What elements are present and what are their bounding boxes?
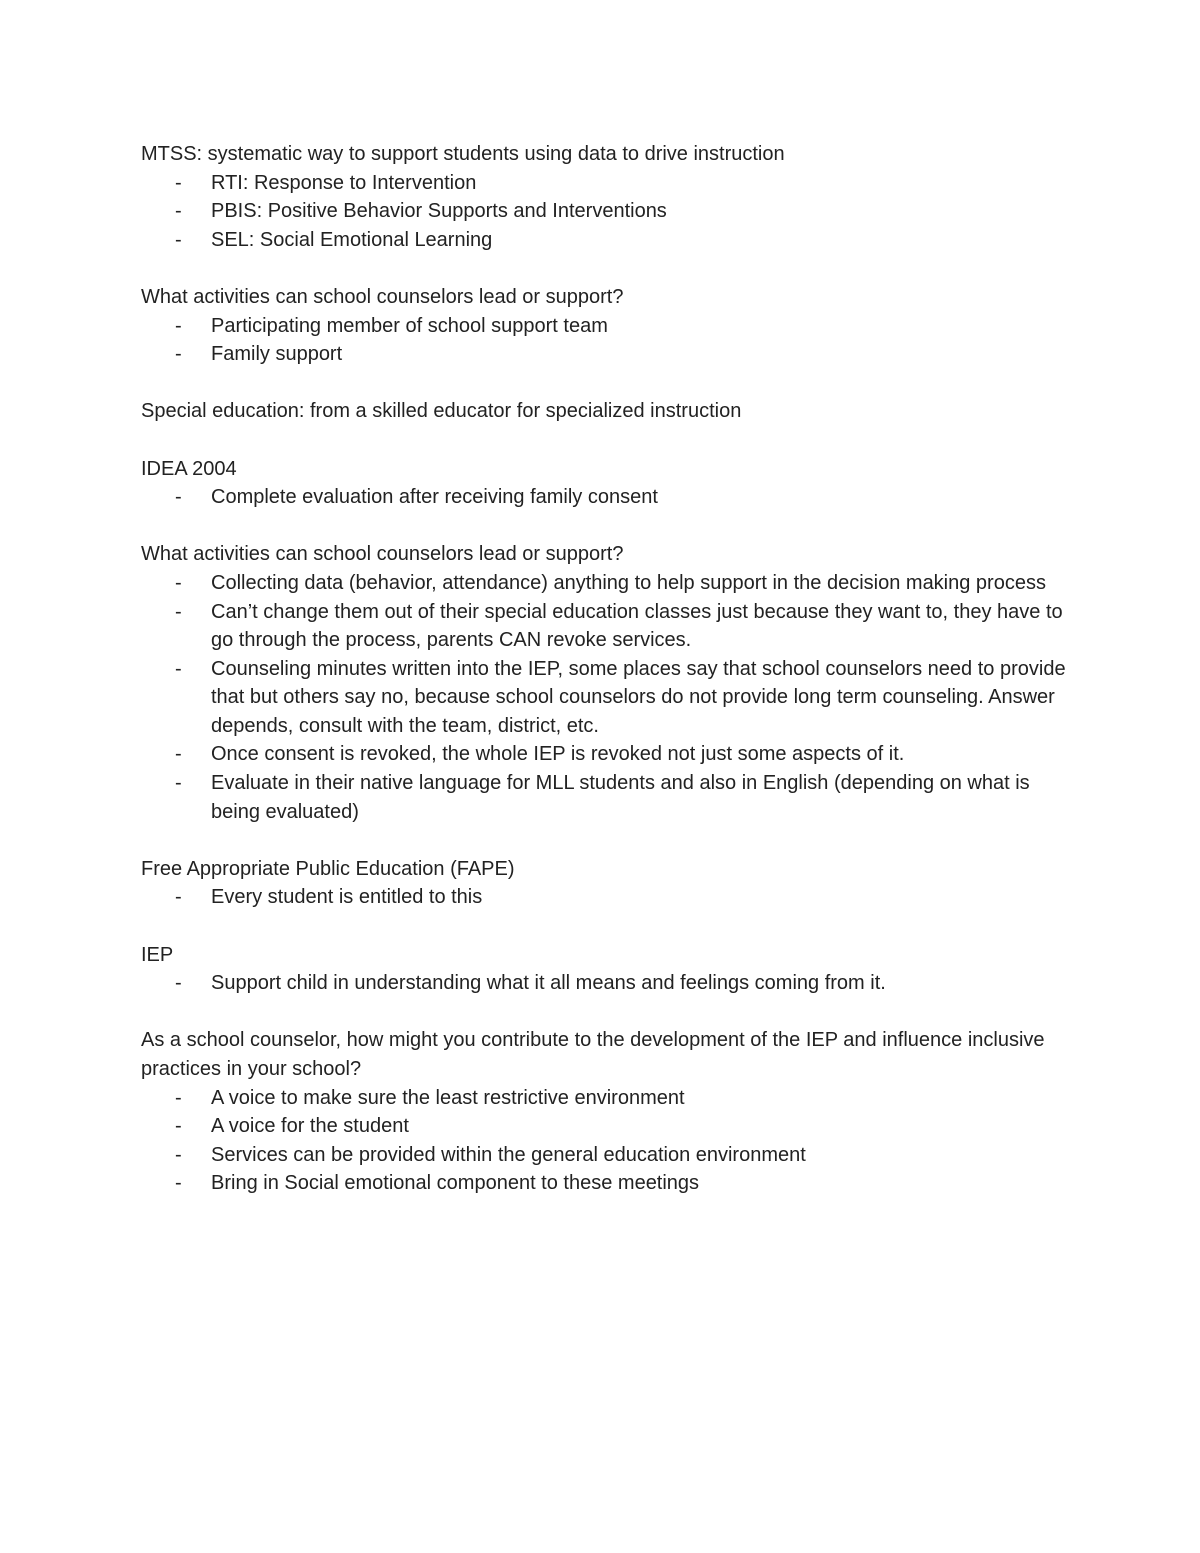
list-item xyxy=(141,740,1071,769)
section-counselor-activities-1 xyxy=(141,283,1071,369)
section-counselor-contribution xyxy=(141,1026,1071,1198)
document-page xyxy=(141,140,1071,1227)
list-item xyxy=(141,169,1071,198)
list-item xyxy=(141,1169,1071,1198)
list-item-text: Once consent is revoked, the whole IEP is revoked not just some aspects of it. xyxy=(211,743,905,766)
bullet-dash: - xyxy=(175,228,182,251)
bullet-dash: - xyxy=(175,1086,182,1109)
section-heading: What activities can school counselors lead or support? xyxy=(141,285,624,308)
list-item-text: A voice for the student xyxy=(211,1115,409,1138)
list-item-text: SEL: Social Emotional Learning xyxy=(211,228,493,251)
section-heading: IEP xyxy=(141,943,174,966)
list-item xyxy=(141,569,1071,598)
list-item-text: Evaluate in their native language for MLL students and also in English (depending on what is being evaluated) xyxy=(211,772,1030,823)
list-item-text: Every student is entitled to this xyxy=(211,886,483,909)
list-item-text: Complete evaluation after receiving family consent xyxy=(211,486,658,509)
section-fape xyxy=(141,855,1071,912)
list-item xyxy=(141,226,1071,255)
list-item xyxy=(141,312,1071,341)
section-special-education xyxy=(141,397,1071,426)
list-item xyxy=(141,340,1071,369)
list-item xyxy=(141,598,1071,655)
list-item xyxy=(141,1141,1071,1170)
section-heading: IDEA 2004 xyxy=(141,457,237,480)
list-item-text: Services can be provided within the general education environment xyxy=(211,1143,806,1166)
bullet-dash: - xyxy=(175,772,182,795)
list-item-text: Can’t change them out of their special education classes just because they want to, they have to go through the process, parents CAN revoke services. xyxy=(211,600,1063,652)
list-item xyxy=(141,969,1071,998)
section-heading: Special education: from a skilled educator for specialized instruction xyxy=(141,400,742,423)
list-item-text: A voice to make sure the least restrictive environment xyxy=(211,1086,685,1109)
list-item xyxy=(141,883,1071,912)
bullet-list xyxy=(141,169,1071,255)
bullet-dash: - xyxy=(175,314,182,337)
bullet-dash: - xyxy=(175,1172,182,1195)
list-item xyxy=(141,769,1071,826)
bullet-dash: - xyxy=(175,343,182,366)
section-heading: As a school counselor, how might you contribute to the development of the IEP and influence inclusive practices in your school? xyxy=(141,1029,1045,1080)
bullet-dash: - xyxy=(175,1115,182,1138)
bullet-list xyxy=(141,1084,1071,1198)
bullet-dash: - xyxy=(175,571,182,594)
list-item-text: Participating member of school support team xyxy=(211,314,608,337)
section-counselor-activities-2 xyxy=(141,540,1071,826)
section-idea-2004 xyxy=(141,455,1071,512)
bullet-dash: - xyxy=(175,886,182,909)
section-iep xyxy=(141,941,1071,998)
section-mtss xyxy=(141,140,1071,254)
bullet-list xyxy=(141,483,1071,512)
list-item-text: Support child in understanding what it all means and feelings coming from it. xyxy=(211,972,886,995)
bullet-dash: - xyxy=(175,486,182,509)
bullet-dash: - xyxy=(175,972,182,995)
list-item xyxy=(141,1112,1071,1141)
list-item-text: PBIS: Positive Behavior Supports and Interventions xyxy=(211,200,667,223)
bullet-dash: - xyxy=(175,200,182,223)
bullet-dash: - xyxy=(175,171,182,194)
list-item xyxy=(141,197,1071,226)
bullet-dash: - xyxy=(175,1143,182,1166)
list-item-text: Family support xyxy=(211,343,343,366)
bullet-dash: - xyxy=(175,657,182,680)
list-item-text: Counseling minutes written into the IEP, some places say that school counselors need to provide that but others say no, because school counselors do not provide long term counseling. Answer depends, consult with the team, district, etc. xyxy=(211,657,1066,737)
bullet-dash: - xyxy=(175,600,182,623)
list-item xyxy=(141,655,1071,741)
bullet-list xyxy=(141,883,1071,912)
list-item xyxy=(141,483,1071,512)
bullet-list xyxy=(141,969,1071,998)
bullet-dash: - xyxy=(175,743,182,766)
list-item-text: RTI: Response to Intervention xyxy=(211,171,477,194)
section-heading: Free Appropriate Public Education (FAPE) xyxy=(141,857,515,880)
section-heading: What activities can school counselors lead or support? xyxy=(141,543,624,566)
list-item-text: Collecting data (behavior, attendance) anything to help support in the decision making process xyxy=(211,571,1046,594)
bullet-list xyxy=(141,312,1071,369)
section-heading: MTSS: systematic way to support students using data to drive instruction xyxy=(141,143,785,165)
list-item xyxy=(141,1084,1071,1113)
bullet-list xyxy=(141,569,1071,826)
list-item-text: Bring in Social emotional component to these meetings xyxy=(211,1172,700,1195)
